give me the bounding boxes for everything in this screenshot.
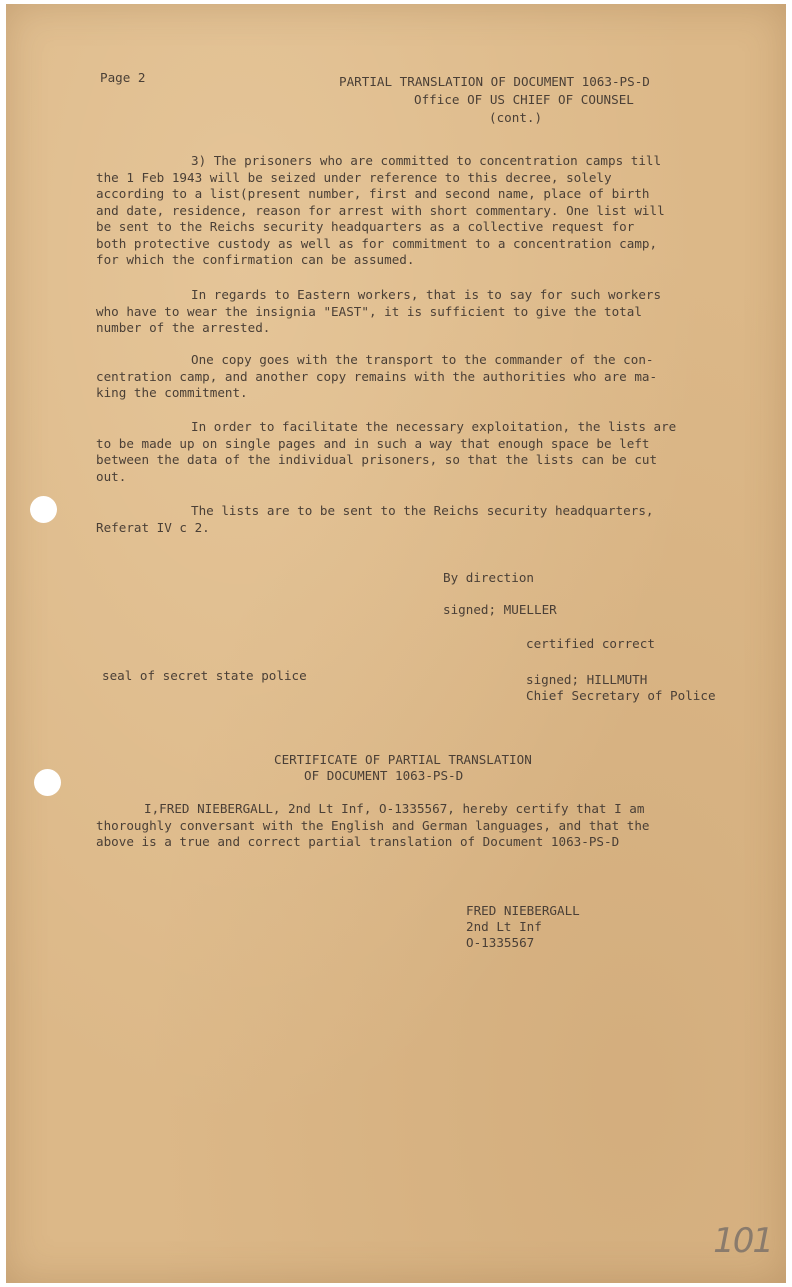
text-line: be sent to the Reichs security headquarters as a collective request for xyxy=(96,219,635,234)
signer-name: FRED NIEBERGALL xyxy=(466,903,580,918)
by-direction: By direction xyxy=(443,570,534,585)
signer-serial: O-1335567 xyxy=(466,935,535,950)
chief-secretary: Chief Secretary of Police xyxy=(526,688,716,703)
text-line: according to a list(present number, first and second name, place of birth xyxy=(96,186,650,201)
signed-mueller: signed; MUELLER xyxy=(443,602,557,617)
paragraph-lists-send xyxy=(96,503,654,536)
document-title: PARTIAL TRANSLATION OF DOCUMENT 1063-PS-D xyxy=(339,74,650,89)
paragraph-copy xyxy=(96,352,657,402)
text-line: out. xyxy=(96,468,127,484)
text-line: thoroughly conversant with the English and German languages, and that the xyxy=(96,817,650,833)
text-line: the 1 Feb 1943 will be seized under reference to this decree, solely xyxy=(96,169,612,185)
seal-note: seal of secret state police xyxy=(102,668,307,683)
punch-hole xyxy=(30,496,57,523)
document-page xyxy=(6,4,786,1283)
text-line: centration camp, and another copy remains with the authorities who are ma- xyxy=(96,368,658,384)
text-line: both protective custody as well as for commitment to a concentration camp, xyxy=(96,235,658,251)
text-line: number of the arrested. xyxy=(96,320,271,335)
text-line: I,FRED NIEBERGALL, 2nd Lt Inf, O-1335567, hereby certify that I am xyxy=(144,801,645,816)
punch-hole xyxy=(34,769,61,796)
text-line: who have to wear the insignia "EAST", it is sufficient to give the total xyxy=(96,303,642,319)
certificate-subtitle: OF DOCUMENT 1063-PS-D xyxy=(304,768,464,783)
paragraph-lists-format xyxy=(96,419,676,485)
signed-hillmuth: signed; HILLMUTH xyxy=(526,672,648,687)
page-label: Page 2 xyxy=(100,70,146,85)
certificate-title: CERTIFICATE OF PARTIAL TRANSLATION xyxy=(274,752,532,767)
certified-correct: certified correct xyxy=(526,636,655,651)
text-line: above is a true and correct partial translation of Document 1063-PS-D xyxy=(96,834,620,849)
text-line: for which the confirmation can be assumed. xyxy=(96,252,415,267)
signer-rank: 2nd Lt Inf xyxy=(466,919,542,934)
text-line: to be made up on single pages and in such a way that enough space be left xyxy=(96,435,650,451)
text-line: In order to facilitate the necessary exploitation, the lists are xyxy=(191,419,677,434)
text-line: Referat IV c 2. xyxy=(96,519,210,535)
text-line: and date, residence, reason for arrest with short commentary. One list will xyxy=(96,202,665,218)
continued-label: (cont.) xyxy=(489,110,543,125)
text-line: In regards to Eastern workers, that is to say for such workers xyxy=(191,287,662,302)
paragraph-3 xyxy=(96,153,665,269)
text-line: The lists are to be sent to the Reichs security headquarters, xyxy=(191,503,654,518)
office-line: Office OF US CHIEF OF COUNSEL xyxy=(414,92,634,107)
handwritten-page-number: 101 xyxy=(713,1221,772,1261)
text-line: between the data of the individual prisoners, so that the lists can be cut xyxy=(96,452,658,467)
paragraph-eastern-workers xyxy=(96,287,661,337)
text-line: One copy goes with the transport to the commander of the con- xyxy=(191,352,654,367)
text-line: king the commitment. xyxy=(96,385,248,400)
certificate-text xyxy=(96,801,650,851)
text-line: 3) The prisoners who are committed to concentration camps till xyxy=(191,153,662,168)
